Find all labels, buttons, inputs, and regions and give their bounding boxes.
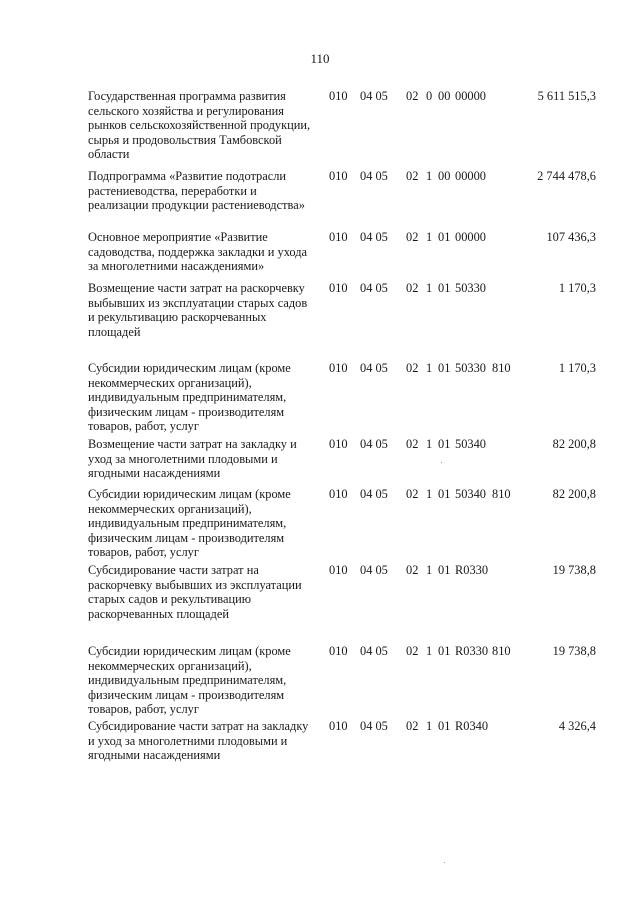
cell-name: Субсидирование части затрат на раскорчевку выбывших из эксплуатации старых садов и рекультивацию раскорчеванных площадей [88,563,302,621]
cell-group: 01 [438,487,451,501]
cell-ministry: 010 [329,169,348,183]
cell-item: R0340 [455,719,489,733]
cell-ministry: 010 [329,89,348,103]
cell-ministry: 010 [329,281,348,295]
cell-program: 02 [406,230,419,244]
cell-kind: 810 [492,361,511,375]
cell-program: 02 [406,89,419,103]
cell-group: 01 [438,437,451,451]
cell-ministry: 010 [329,437,348,451]
cell-amount: 19 738,8 [552,563,596,577]
cell-ministry: 010 [329,719,348,733]
cell-sub: 1 [426,230,433,244]
cell-program: 02 [406,644,419,658]
cell-amount: 5 611 515,3 [537,89,596,103]
cell-group: 01 [438,644,451,658]
cell-section: 04 05 [360,437,388,451]
page-number: 110 [310,51,330,66]
cell-program: 02 [406,281,419,295]
cell-section: 04 05 [360,487,388,501]
cell-program: 02 [406,487,419,501]
cell-item: 50330 [455,281,486,295]
cell-name: Государственная программа развития сельского хозяйства и регулирования рынков сельскохозяйственной продукции, сырья и продовольствия Тамбовской области [88,89,311,162]
cell-item: 00000 [455,89,486,103]
cell-ministry: 010 [329,563,348,577]
cell-group: 01 [438,281,451,295]
cell-name: Субсидии юридическим лицам (кроме некоммерческих организаций), индивидуальным предпринимателям, физическим лицам - производителям товаров, работ, услуг [88,487,291,560]
cell-amount: 2 744 478,6 [537,169,596,183]
cell-sub: 1 [426,281,433,295]
cell-section: 04 05 [360,281,388,295]
cell-program: 02 [406,169,419,183]
cell-section: 04 05 [360,719,388,733]
cell-sub: 1 [426,361,433,375]
cell-name: Субсидии юридическим лицам (кроме некоммерческих организаций), индивидуальным предпринимателям, физическим лицам - производителям товаров, работ, услуг [88,361,291,434]
cell-name: Подпрограмма «Развитие подотрасли растениеводства, переработки и реализации продукции растениеводства» [88,169,305,213]
cell-amount: 1 170,3 [558,281,596,295]
cell-sub: 1 [426,719,433,733]
cell-amount: 107 436,3 [546,230,596,244]
cell-item: R0330 [455,563,489,577]
cell-sub: 1 [426,169,433,183]
cell-name: Возмещение части затрат на закладку и уход за многолетними плодовыми и ягодными насаждениями [88,437,297,481]
cell-section: 04 05 [360,230,388,244]
cell-section: 04 05 [360,644,388,658]
cell-amount: 4 326,4 [558,719,596,733]
cell-item: 00000 [455,230,486,244]
cell-amount: 19 738,8 [552,644,596,658]
cell-sub: 1 [426,563,433,577]
cell-sub: 1 [426,437,433,451]
cell-group: 00 [438,169,451,183]
cell-name: Субсидии юридическим лицам (кроме некоммерческих организаций), индивидуальным предпринимателям, физическим лицам - производителям товаров, работ, услуг [88,644,291,717]
cell-kind: 810 [492,644,511,658]
cell-ministry: 010 [329,487,348,501]
cell-section: 04 05 [360,361,388,375]
cell-group: 01 [438,361,451,375]
cell-name: Возмещение части затрат на раскорчевку выбывших из эксплуатации старых садов и рекультивацию раскорчеванных площадей [88,281,308,339]
cell-item: 00000 [455,169,486,183]
cell-item: 50340 [455,437,486,451]
cell-item: 50330 [455,361,486,375]
cell-section: 04 05 [360,169,388,183]
cell-section: 04 05 [360,563,388,577]
cell-section: 04 05 [360,89,388,103]
cell-program: 02 [406,719,419,733]
cell-program: 02 [406,437,419,451]
cell-amount: 1 170,3 [558,361,596,375]
cell-item: R0330 [455,644,489,658]
cell-sub: 1 [426,644,433,658]
cell-group: 01 [438,230,451,244]
cell-program: 02 [406,563,419,577]
scan-speck [441,462,442,463]
cell-name: Субсидирование части затрат на закладку и уход за многолетними плодовыми и ягодными насаждениями [88,719,309,763]
cell-sub: 0 [426,89,433,103]
cell-amount: 82 200,8 [552,437,596,451]
cell-group: 01 [438,719,451,733]
scan-speck [444,862,445,863]
cell-ministry: 010 [329,644,348,658]
cell-group: 00 [438,89,451,103]
cell-name: Основное мероприятие «Развитие садоводства, поддержка закладки и ухода за многолетними насаждениями» [88,230,308,274]
cell-ministry: 010 [329,361,348,375]
cell-amount: 82 200,8 [552,487,596,501]
cell-kind: 810 [492,487,511,501]
cell-group: 01 [438,563,451,577]
cell-ministry: 010 [329,230,348,244]
cell-sub: 1 [426,487,433,501]
cell-program: 02 [406,361,419,375]
cell-item: 50340 [455,487,486,501]
